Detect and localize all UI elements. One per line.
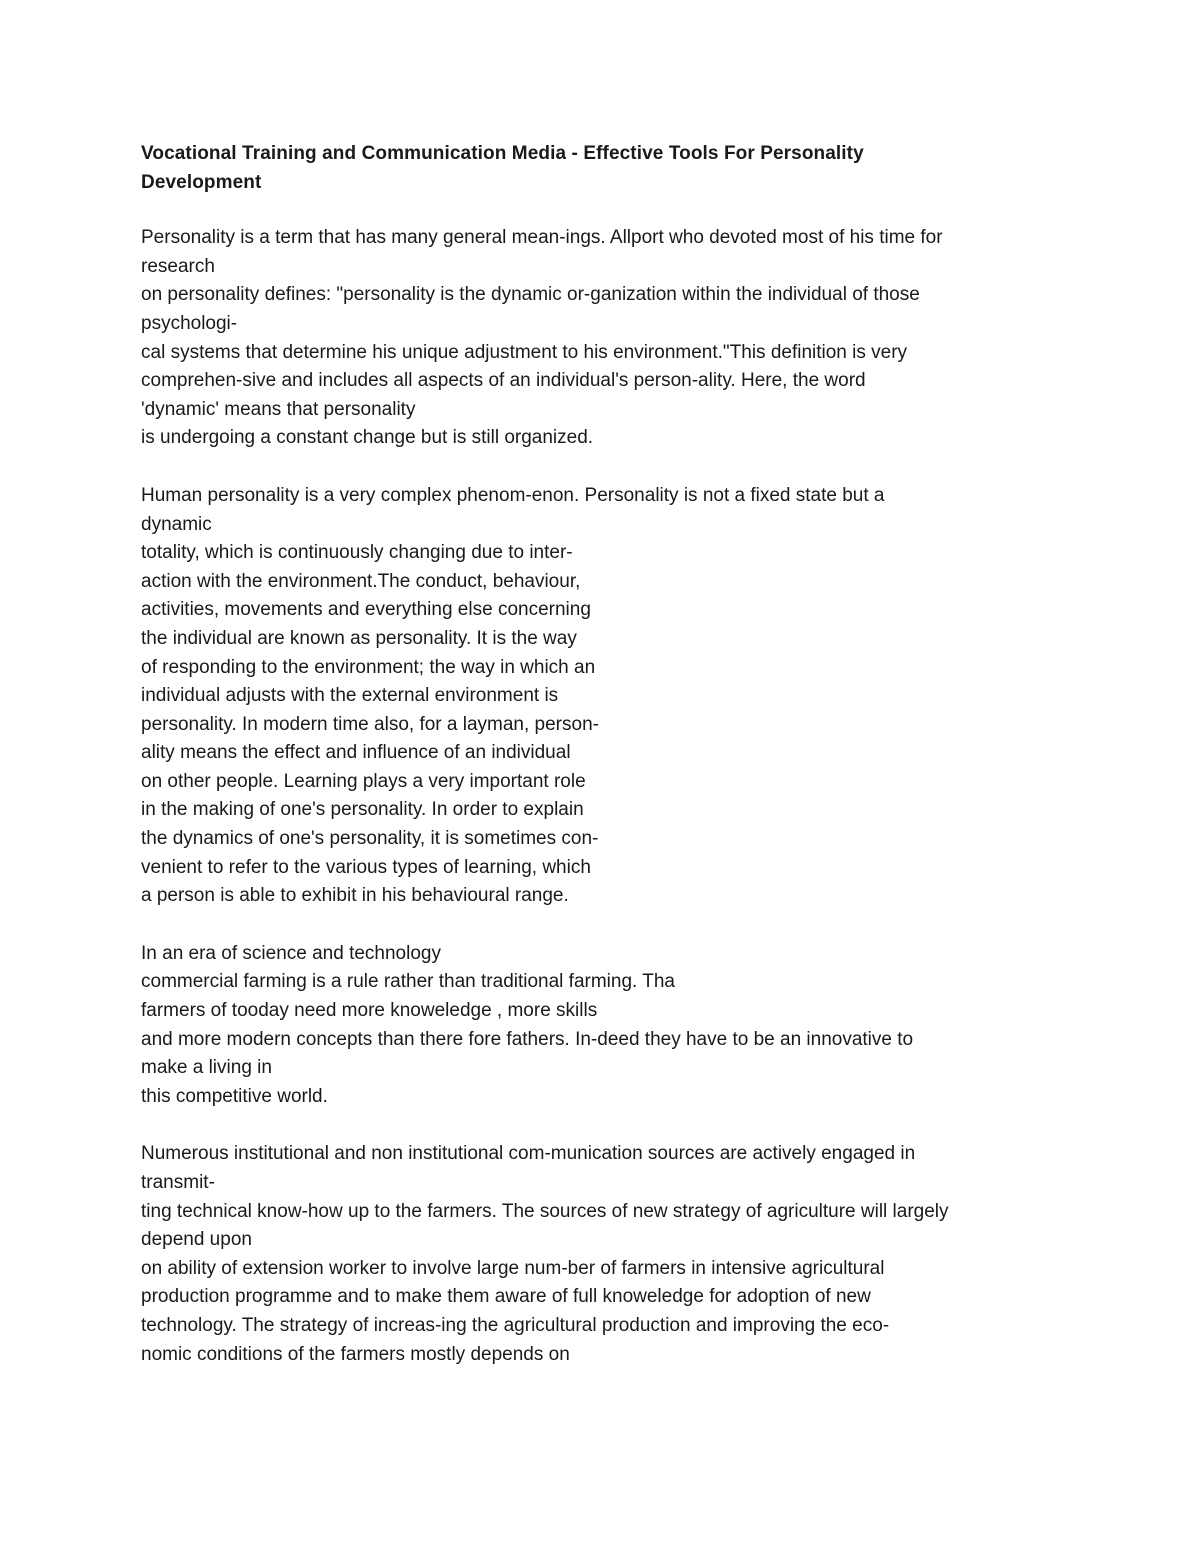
text-line: production programme and to make them aware of full knoweledge for adoption of new [141, 1286, 871, 1308]
text-line: this competitive world. [141, 1085, 328, 1107]
title-line: Development [141, 171, 262, 193]
text-line: of responding to the environment; the way in which an [141, 656, 596, 678]
text-line: technology. The strategy of increas-ing the agricultural production and improving the eco- [141, 1314, 890, 1336]
text-line: ality means the effect and influence of an individual [141, 742, 571, 764]
text-line: and more modern concepts than there fore fathers. In-deed they have to be an innovative to [141, 1028, 914, 1050]
text-line: Personality is a term that has many general mean-ings. Allport who devoted most of his time for [141, 227, 943, 249]
text-line: personality. In modern time also, for a layman, person- [141, 713, 599, 735]
spacer [141, 1111, 1071, 1140]
document-title [141, 140, 1071, 197]
text-line: nomic conditions of the farmers mostly depends on [141, 1343, 570, 1365]
text-line: commercial farming is a rule rather than traditional farming. Tha [141, 971, 675, 993]
text-line: action with the environment.The conduct, behaviour, [141, 570, 581, 592]
text-line: the individual are known as personality. It is the way [141, 627, 577, 649]
text-line: activities, movements and everything else concerning [141, 599, 591, 621]
paragraph-science-technology [141, 940, 1071, 1112]
text-line: a person is able to exhibit in his behavioural range. [141, 885, 569, 907]
text-line: on personality defines: "personality is the dynamic or-ganization within the individual of those [141, 284, 920, 306]
text-line: research [141, 255, 215, 277]
text-line: transmit- [141, 1172, 215, 1193]
text-line: depend upon [141, 1229, 252, 1251]
text-line: dynamic [141, 513, 212, 535]
title-line: Vocational Training and Communication Media - Effective Tools For Personality [141, 143, 864, 164]
text-line: is undergoing a constant change but is still organized. [141, 427, 594, 449]
document-body [141, 140, 1071, 1369]
spacer [141, 197, 1071, 224]
text-line: Numerous institutional and non institutional com-munication sources are actively engaged in [141, 1143, 916, 1165]
text-line: cal systems that determine his unique adjustment to his environment."This definition is very [141, 341, 908, 363]
text-line: Human personality is a very complex phenom-enon. Personality is not a fixed state but a [141, 484, 885, 506]
text-line: farmers of tooday need more knoweledge , more skills [141, 1000, 598, 1022]
text-line: ting technical know-how up to the farmers. The sources of new strategy of agriculture will largely [141, 1200, 949, 1222]
text-line: psychologi- [141, 312, 238, 334]
text-line: totality, which is continuously changing due to inter- [141, 542, 573, 564]
text-line: the dynamics of one's personality, it is sometimes con- [141, 828, 599, 850]
text-line: on other people. Learning plays a very important role [141, 770, 586, 792]
text-line: individual adjusts with the external environment is [141, 685, 559, 707]
text-line: venient to refer to the various types of learning, which [141, 856, 591, 878]
paragraph-personality-definition [141, 224, 1071, 453]
text-line: 'dynamic' means that personality [141, 398, 416, 420]
text-line: make a living in [141, 1057, 272, 1079]
paragraph-human-personality [141, 482, 1071, 911]
text-line: comprehen-sive and includes all aspects of an individual's person-ality. Here, the word [141, 370, 866, 392]
text-line: in the making of one's personality. In order to explain [141, 799, 584, 821]
spacer [141, 453, 1071, 482]
text-line: on ability of extension worker to involve large num-ber of farmers in intensive agricultural [141, 1257, 885, 1279]
spacer [141, 911, 1071, 940]
paragraph-communication-sources [141, 1140, 1071, 1369]
text-line: In an era of science and technology [141, 942, 441, 964]
